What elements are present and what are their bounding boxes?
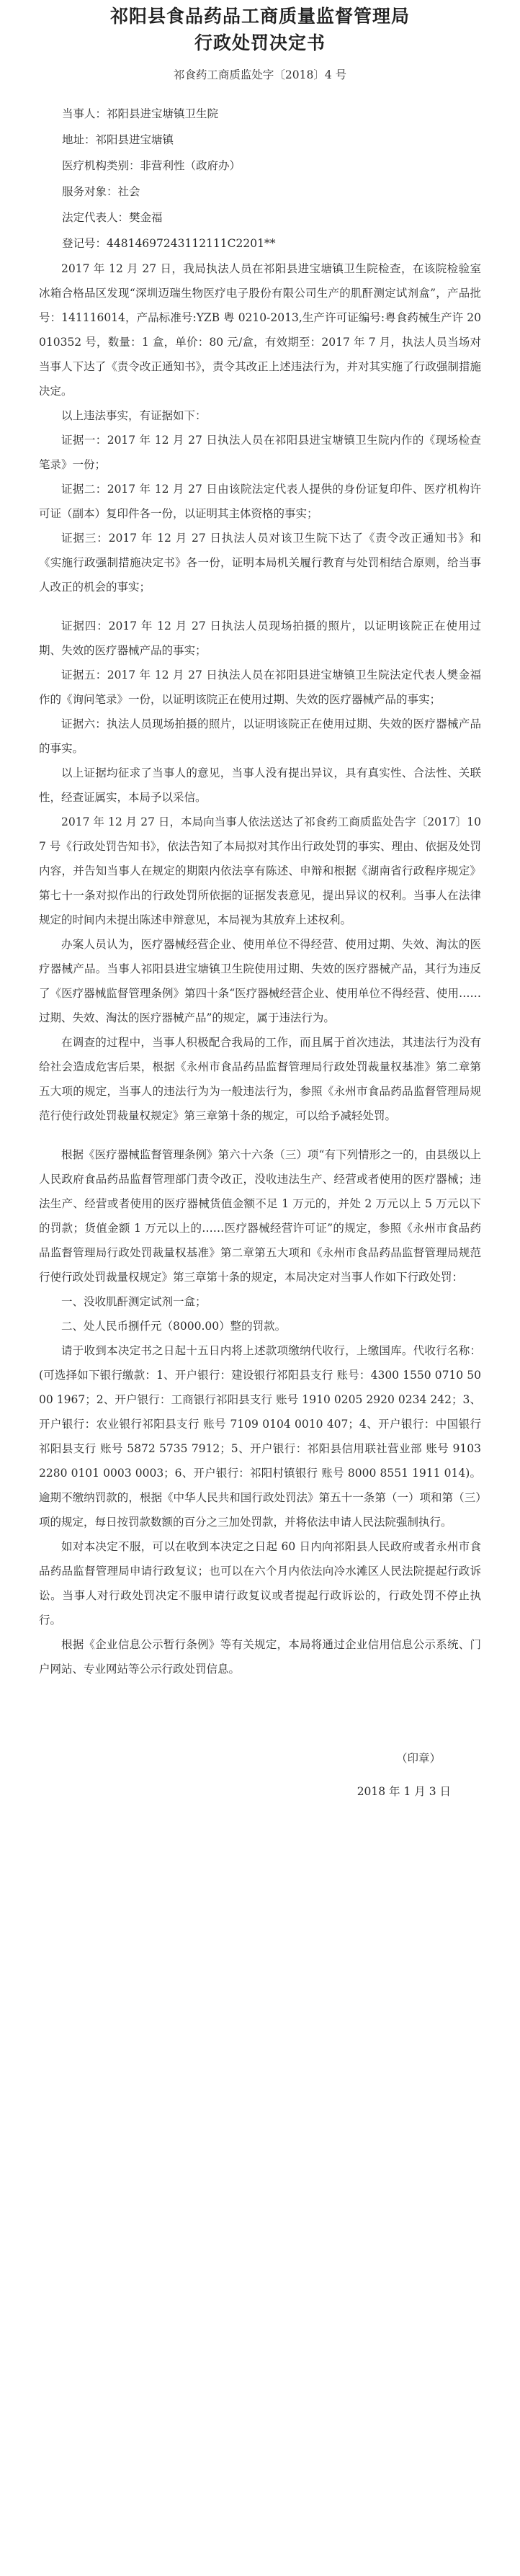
party-reg-no: 登记号：44814697243112111C2201**: [62, 237, 276, 250]
party-address: 地址：祁阳县进宝塘镇: [62, 133, 174, 146]
party-name: 当事人：祁阳县进宝塘镇卫生院: [62, 107, 219, 120]
appeal-rights: 如对本决定不服，可以在收到本决定之日起 60 日内向祁阳县人民政府或者永州市食品药品监督管理局申请行政复议；也可以在六个月内依法向冷水滩区人民法院提起行政诉讼。当事人对行政处罚决定不服申请行政复议或者提起行政诉讼的，行政处罚不停止执行。: [39, 1540, 481, 1627]
evidence-item: 证据四：2017 年 12 月 27 日执法人员现场拍摄的照片，以证明该院正在使用过期、失效的医疗器械产品的事实；: [39, 620, 481, 657]
facts-paragraph: 2017 年 12 月 27 日，我局执法人员在祁阳县进宝塘镇卫生院检查，在该院检验室冰箱合格品区发现“深圳迈瑞生物医疗电子股份有限公司生产的肌酐测定试剂盒”，产品批号：141116014，产品标准号:YZB 粤 0210-2013,生产许可证编号:粤食药械生产许 20010352 号，数量：1 盒，单价：80 元/盒，有效期至：2017 年 7 月，执法人员当场对当事人下达了《责令改正通知书》，责令其改正上述违法行为，并对其实施了行政强制措施决定。: [39, 262, 481, 398]
party-legal-rep: 法定代表人：樊金福: [62, 211, 163, 224]
issue-date: 2018 年 1 月 3 日: [357, 1785, 451, 1798]
evidence-verification: 以上证据均征求了当事人的意见，当事人没有提出异议，具有真实性、合法性、关联性，经查证属实，本局予以采信。: [39, 766, 481, 804]
payment-instructions: 请于收到本决定书之日起十五日内将上述款项缴纳代收行，上缴国库。代收行名称：(可选择如下银行缴款：1、开户银行：建设银行祁阳县支行 账号：4300 1550 0710 5000 1967；2、开户银行：工商银行祁阳县支行 账号 1910 0205 2920 0234 242；3、开户银行：农业银行祁阳县支行 账号 7109 0104 0010 407；4、开户银行：中国银行祁阳县支行 账号 5872 5735 7912；5、开户银行：祁阳县信用联社营业部 账号 9103 2280 0101 0003 0003；6、开户银行：祁阳村镇银行 账号 8000 8551 1911 014)。逾期不缴纳罚款的，根据《中华人民共和国行政处罚法》第五十一条第（一）项和第（三）项的规定，每日按罚款数额的百分之三加处罚款，并将依法申请人民法院强制执行。: [39, 1344, 481, 1529]
decision-body: [39, 256, 481, 1681]
mitigation-paragraph: 在调查的过程中，当事人积极配合我局的工作，而且属于首次违法，其违法行为没有给社会造成危害后果，根据《永州市食品药品监督管理局行政处罚裁量权基准》第二章第五大项的规定，当事人的违法行为为一般违法行为，参照《永州市食品药品监督管理局规范行使行政处罚裁量权规定》第三章第十条的规定，可以给予减轻处罚。: [39, 1036, 481, 1122]
document-title: 行政处罚决定书: [194, 32, 326, 53]
seal-placeholder: （印章）: [395, 1752, 441, 1765]
page-break: [39, 599, 481, 614]
public-disclosure: 根据《企业信息公示暂行条例》等有关规定，本局将通过企业信用信息公示系统、门户网站、专业网站等公示行政处罚信息。: [39, 1638, 481, 1676]
party-org-type: 医疗机构类别：非营利性（政府办）: [62, 159, 241, 172]
evidence-item: 证据一：2017 年 12 月 27 日执法人员在祁阳县进宝塘镇卫生院内作的《现场检查笔录》一份；: [39, 434, 481, 471]
agency-title: 祁阳县食品药品工商质量监督管理局: [109, 6, 410, 27]
violation-analysis: 办案人员认为，医疗器械经营企业、使用单位不得经营、使用过期、失效、淘汰的医疗器械产品。当事人祁阳县进宝塘镇卫生院使用过期、失效的医疗器械产品，其行为违反了《医疗器械监督管理条例》第四十条“医疗器械经营企业、使用单位不得经营、使用……过期、失效、淘汰的医疗器械产品”的规定，属于违法行为。: [39, 938, 481, 1024]
evidence-item: 证据二：2017 年 12 月 27 日由该院法定代表人提供的身份证复印件、医疗机构许可证（副本）复印件各一份，以证明其主体资格的事实；: [39, 483, 481, 520]
penalty-item: 一、没收肌酐测定试剂一盒；: [61, 1295, 207, 1308]
party-info: [39, 101, 481, 256]
evidence-item: 证据五：2017 年 12 月 27 日执法人员在祁阳县进宝塘镇卫生院法定代表人樊金福作的《询问笔录》一份，以证明该院正在使用过期、失效的医疗器械产品的事实；: [39, 668, 481, 706]
evidence-intro: 以上违法事实，有证据如下：: [61, 409, 207, 422]
page-break: [39, 1128, 481, 1142]
document-number: 祁食药工商质监处字〔2018〕4 号: [173, 68, 347, 81]
notification-paragraph: 2017 年 12 月 27 日，本局向当事人依法送达了祁食药工商质监处告字〔2017〕107 号《行政处罚告知书》，依法告知了本局拟对其作出行政处罚的事实、理由、依据及处罚内容，并告知当事人在规定的期限内依法享有陈述、申辩和根据《湖南省行政程序规定》第七十一条对拟作出的行政处罚所依据的证据发表意见，提出异议的权利。当事人在法律规定的时间内未提出陈述申辩意见，本局视为其放弃上述权利。: [39, 815, 481, 926]
legal-basis-paragraph: 根据《医疗器械监督管理条例》第六十六条（三）项“有下列情形之一的，由县级以上人民政府食品药品监督管理部门责令改正，没收违法生产、经营或者使用的医疗器械；违法生产、经营或者使用的医疗器械货值金额不足 1 万元的，并处 2 万元以上 5 万元以下的罚款；货值金额 1 万元以上的……医疗器械经营许可证”的规定，参照《永州市食品药品监督管理局行政处罚裁量权基准》第二章第五大项和《永州市食品药品监督管理局规范行使行政处罚裁量权规定》第三章第十条的规定，本局决定对当事人作如下行政处罚：: [39, 1148, 481, 1284]
evidence-item: 证据三：2017 年 12 月 27 日执法人员对该卫生院下达了《责令改正通知书》和《实施行政强制措施决定书》各一份，证明本局机关履行教育与处罚相结合原则，给当事人改正的机会的事实；: [39, 532, 481, 594]
party-service-target: 服务对象：社会: [62, 185, 140, 198]
evidence-item: 证据六：执法人员现场拍摄的照片，以证明该院正在使用过期、失效的医疗器械产品的事实。: [39, 717, 481, 755]
penalty-item: 二、处人民币捌仟元（8000.00）整的罚款。: [61, 1320, 287, 1333]
